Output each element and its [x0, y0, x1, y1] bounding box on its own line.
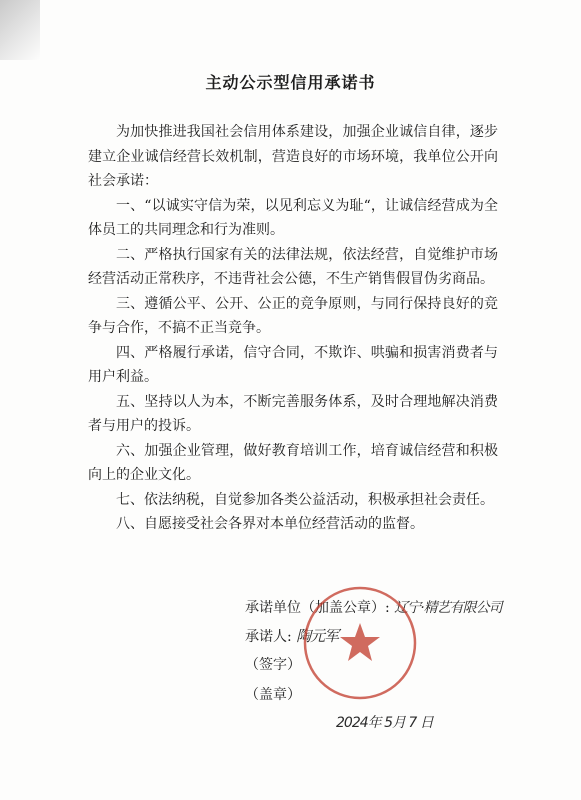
document-title: 主动公示型信用承诺书	[205, 73, 376, 92]
commitment-item-7: 七、依法纳税，自觉参加各类公益活动，积极承担社会责任。	[116, 491, 494, 508]
commitment-item-6: 六、加强企业管理，做好教育培训工作，培育诚信经营和积极向上的企业文化。	[88, 442, 498, 483]
commitment-item-3: 三、遵循公平、公开、公正的竞争原则，与同行保持良好的竞争与合作，不搞不正当竞争。	[88, 295, 498, 336]
signing-date: 2024年 5月 7 日	[336, 715, 433, 731]
promisor-handwritten-signature: 陶元军	[296, 627, 339, 645]
commitment-item-4: 四、严格履行承诺，信守合同，不欺诈、哄骗和损害消费者与用户利益。	[88, 344, 498, 385]
official-seal-stamp	[300, 583, 420, 703]
intro-paragraph: 为加快推进我国社会信用体系建设，加强企业诚信自律，逐步建立企业诚信经营长效机制，营造良好的市场环境，我单位公开向社会承诺：	[88, 124, 498, 189]
document-body	[88, 120, 498, 537]
commitment-item-1: 一、“以诚实守信为荣，以见利忘义为耻“，让诚信经营成为全体员工的共同理念和行为准则。	[88, 197, 498, 238]
signing-unit-label: 承诺单位（加盖公章）:	[245, 600, 390, 616]
promisor-label: 承诺人:	[245, 629, 292, 645]
signing-unit-handwritten: 辽宁·精艺有限公司	[394, 600, 502, 616]
sign-note: （签字）	[245, 657, 301, 673]
commitment-item-8: 八、自愿接受社会各界对本单位经营活动的监督。	[116, 516, 424, 532]
scan-corner-shadow	[0, 0, 40, 60]
seal-star-icon	[340, 623, 380, 661]
commitment-item-2: 二、严格执行国家有关的法律法规，依法经营，自觉维护市场经营活动正常秩序，不违背社会公德，不生产销售假冒伪劣商品。	[88, 246, 498, 287]
commitment-item-5: 五、坚持以人为本，不断完善服务体系，及时合理地解决消费者与用户的投诉。	[88, 393, 498, 434]
stamp-note: （盖章）	[245, 687, 301, 703]
